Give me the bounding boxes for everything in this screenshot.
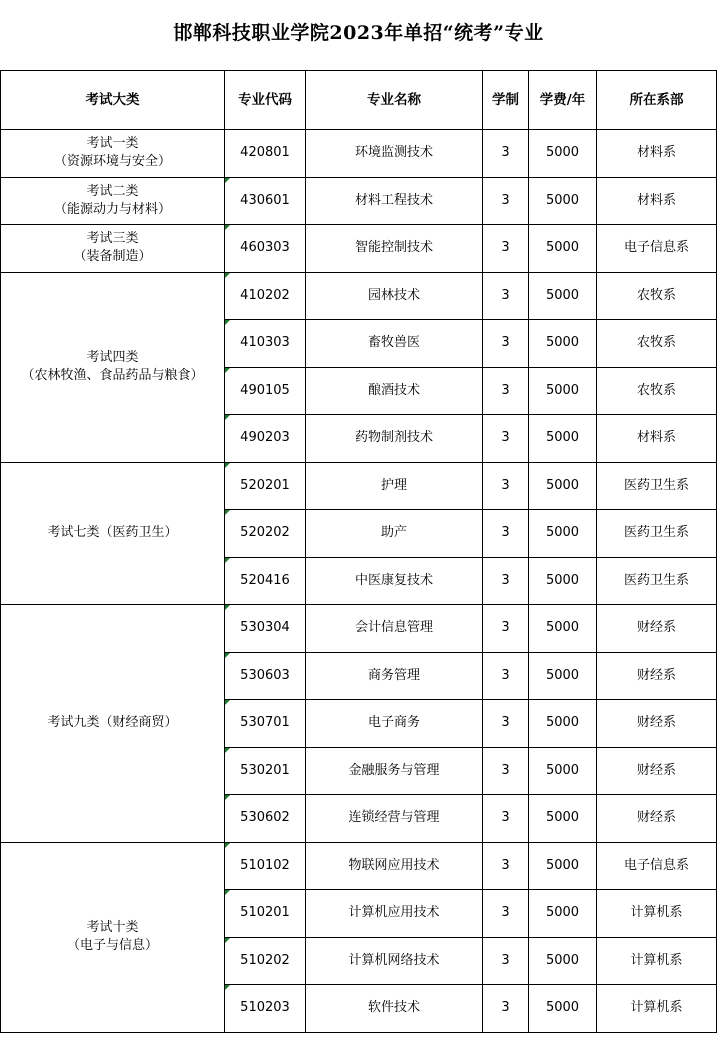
name-text: 电子商务 xyxy=(367,715,420,731)
code-text: 530603 xyxy=(240,667,290,683)
code-cell xyxy=(225,272,306,320)
years-text: 3 xyxy=(501,525,510,541)
dept-text: 计算机系 xyxy=(630,952,683,968)
dept-text: 电子信息系 xyxy=(623,857,689,873)
dept-text: 材料系 xyxy=(636,430,676,446)
code-cell xyxy=(225,937,306,985)
name-text: 园林技术 xyxy=(367,287,420,303)
fee-cell xyxy=(529,842,597,890)
years-text: 3 xyxy=(501,620,510,636)
dept-text: 农牧系 xyxy=(636,287,676,303)
code-text: 520202 xyxy=(240,525,290,541)
fee-text: 5000 xyxy=(545,287,580,303)
name-text: 材料工程技术 xyxy=(354,192,433,208)
name-cell xyxy=(306,462,483,510)
code-text: 420801 xyxy=(240,145,290,161)
category-line: 考试四类 xyxy=(86,350,139,365)
code-text: 520416 xyxy=(240,572,290,588)
dept-cell xyxy=(597,700,717,748)
fee-text: 5000 xyxy=(545,715,580,731)
header-row xyxy=(1,71,717,130)
fee-cell xyxy=(529,367,597,415)
category-line: 考试一类 xyxy=(86,136,139,152)
page-title: 邯郸科技职业学院2023年单招“统考”专业 xyxy=(173,22,544,44)
fee-cell xyxy=(529,937,597,985)
years-text: 3 xyxy=(501,715,510,731)
years-cell xyxy=(483,320,529,368)
code-text: 530701 xyxy=(240,715,290,731)
category-line: 考试九类（财经商贸） xyxy=(47,715,178,731)
majors-table xyxy=(0,70,717,1033)
text-number-indicator-icon xyxy=(225,320,230,325)
code-cell xyxy=(225,177,306,225)
code-text: 410303 xyxy=(240,335,290,351)
text-number-indicator-icon xyxy=(225,653,230,658)
name-cell xyxy=(306,510,483,558)
code-text: 510102 xyxy=(240,857,290,873)
name-text: 畜牧兽医 xyxy=(367,335,420,351)
fee-text: 5000 xyxy=(545,477,580,493)
years-cell xyxy=(483,557,529,605)
header-fee: 学费/年 xyxy=(529,71,597,130)
name-cell xyxy=(306,225,483,273)
code-cell xyxy=(225,652,306,700)
fee-cell xyxy=(529,225,597,273)
text-number-indicator-icon xyxy=(225,225,230,230)
years-cell xyxy=(483,272,529,320)
code-text: 490203 xyxy=(240,430,290,446)
name-cell xyxy=(306,320,483,368)
years-cell xyxy=(483,130,529,178)
text-number-indicator-icon xyxy=(225,415,230,420)
dept-text: 财经系 xyxy=(636,620,676,636)
name-cell xyxy=(306,415,483,463)
dept-cell xyxy=(597,557,717,605)
name-text: 酿酒技术 xyxy=(367,382,420,398)
dept-cell xyxy=(597,272,717,320)
code-cell xyxy=(225,890,306,938)
table-row xyxy=(1,842,717,890)
code-cell xyxy=(225,842,306,890)
code-text: 510203 xyxy=(240,1000,290,1016)
name-cell xyxy=(306,890,483,938)
fee-text: 5000 xyxy=(545,192,580,208)
years-text: 3 xyxy=(501,335,510,351)
name-text: 会计信息管理 xyxy=(354,620,433,636)
table-row xyxy=(1,272,717,320)
text-number-indicator-icon xyxy=(225,985,230,990)
name-cell xyxy=(306,795,483,843)
name-text: 软件技术 xyxy=(367,1000,420,1016)
code-text: 410202 xyxy=(240,287,290,303)
fee-cell xyxy=(529,605,597,653)
dept-cell xyxy=(597,510,717,558)
years-text: 3 xyxy=(501,430,510,446)
fee-cell xyxy=(529,557,597,605)
years-cell xyxy=(483,177,529,225)
name-text: 中医康复技术 xyxy=(354,572,433,588)
fee-cell xyxy=(529,985,597,1033)
dept-cell xyxy=(597,985,717,1033)
years-cell xyxy=(483,225,529,273)
fee-text: 5000 xyxy=(545,335,580,351)
name-cell xyxy=(306,605,483,653)
code-text: 530201 xyxy=(240,762,290,778)
dept-cell xyxy=(597,225,717,273)
years-text: 3 xyxy=(501,287,510,303)
name-text: 金融服务与管理 xyxy=(348,762,440,778)
name-text: 环境监测技术 xyxy=(354,145,433,161)
code-cell xyxy=(225,747,306,795)
fee-cell xyxy=(529,272,597,320)
years-cell xyxy=(483,700,529,748)
years-text: 3 xyxy=(501,952,510,968)
name-text: 助产 xyxy=(380,525,407,541)
years-cell xyxy=(483,985,529,1033)
code-text: 460303 xyxy=(240,240,290,256)
code-cell xyxy=(225,605,306,653)
dept-cell xyxy=(597,320,717,368)
header-category: 考试大类 xyxy=(1,71,225,130)
name-text: 商务管理 xyxy=(367,667,420,683)
code-text: 490105 xyxy=(240,382,290,398)
fee-cell xyxy=(529,510,597,558)
dept-text: 医药卫生系 xyxy=(623,525,689,541)
header-name: 专业名称 xyxy=(306,71,483,130)
text-number-indicator-icon xyxy=(225,890,230,895)
fee-cell xyxy=(529,795,597,843)
years-cell xyxy=(483,652,529,700)
years-text: 3 xyxy=(501,905,510,921)
category-line: 考试三类 xyxy=(86,231,139,247)
code-cell xyxy=(225,130,306,178)
dept-text: 农牧系 xyxy=(636,382,676,398)
name-cell xyxy=(306,937,483,985)
code-text: 520201 xyxy=(240,477,290,493)
dept-text: 财经系 xyxy=(636,762,676,778)
code-cell xyxy=(225,320,306,368)
fee-text: 5000 xyxy=(545,145,580,161)
text-number-indicator-icon xyxy=(225,748,230,753)
fee-cell xyxy=(529,320,597,368)
fee-text: 5000 xyxy=(545,525,580,541)
code-text: 530602 xyxy=(240,810,290,826)
years-cell xyxy=(483,842,529,890)
years-text: 3 xyxy=(501,1000,510,1016)
category-cell xyxy=(1,225,225,273)
years-text: 3 xyxy=(501,667,510,683)
code-text: 510202 xyxy=(240,952,290,968)
name-text: 物联网应用技术 xyxy=(348,857,440,873)
code-cell xyxy=(225,700,306,748)
header-years: 学制 xyxy=(483,71,529,130)
years-cell xyxy=(483,605,529,653)
name-cell xyxy=(306,177,483,225)
name-text: 药物制剂技术 xyxy=(354,430,433,446)
code-cell xyxy=(225,415,306,463)
fee-cell xyxy=(529,890,597,938)
table-row xyxy=(1,177,717,225)
name-text: 计算机应用技术 xyxy=(348,905,440,921)
dept-cell xyxy=(597,842,717,890)
years-text: 3 xyxy=(501,192,510,208)
fee-text: 5000 xyxy=(545,240,580,256)
dept-cell xyxy=(597,177,717,225)
fee-text: 5000 xyxy=(545,857,580,873)
code-text: 430601 xyxy=(240,192,290,208)
category-cell xyxy=(1,177,225,225)
dept-cell xyxy=(597,130,717,178)
text-number-indicator-icon xyxy=(225,843,230,848)
dept-cell xyxy=(597,795,717,843)
header-dept: 所在系部 xyxy=(597,71,717,130)
years-cell xyxy=(483,795,529,843)
fee-cell xyxy=(529,652,597,700)
name-cell xyxy=(306,842,483,890)
name-text: 智能控制技术 xyxy=(354,240,433,256)
dept-text: 计算机系 xyxy=(630,905,683,921)
dept-cell xyxy=(597,605,717,653)
text-number-indicator-icon xyxy=(225,510,230,515)
fee-text: 5000 xyxy=(545,905,580,921)
text-number-indicator-icon xyxy=(225,558,230,563)
name-cell xyxy=(306,652,483,700)
fee-text: 5000 xyxy=(545,952,580,968)
code-cell xyxy=(225,510,306,558)
name-cell xyxy=(306,747,483,795)
dept-text: 材料系 xyxy=(636,145,676,161)
text-number-indicator-icon xyxy=(225,938,230,943)
category-line: 考试七类（医药卫生） xyxy=(47,525,178,541)
fee-text: 5000 xyxy=(545,667,580,683)
category-line: 考试十类 xyxy=(86,920,139,935)
category-line: （能源动力与材料） xyxy=(53,201,171,217)
fee-text: 5000 xyxy=(545,430,580,446)
dept-text: 计算机系 xyxy=(630,1000,683,1016)
code-cell xyxy=(225,462,306,510)
table-row xyxy=(1,225,717,273)
text-number-indicator-icon xyxy=(225,273,230,278)
dept-cell xyxy=(597,462,717,510)
code-cell xyxy=(225,557,306,605)
dept-cell xyxy=(597,415,717,463)
table-row xyxy=(1,130,717,178)
category-line: （资源环境与安全） xyxy=(53,154,171,170)
name-text: 计算机网络技术 xyxy=(348,952,440,968)
header-code: 专业代码 xyxy=(225,71,306,130)
dept-text: 电子信息系 xyxy=(623,240,689,256)
dept-text: 财经系 xyxy=(636,667,676,683)
category-cell xyxy=(1,130,225,178)
category-cell xyxy=(1,842,225,1032)
code-text: 530304 xyxy=(240,620,290,636)
dept-text: 财经系 xyxy=(636,715,676,731)
dept-cell xyxy=(597,747,717,795)
name-cell xyxy=(306,272,483,320)
name-cell xyxy=(306,557,483,605)
name-text: 护理 xyxy=(380,477,407,493)
name-cell xyxy=(306,130,483,178)
years-text: 3 xyxy=(501,857,510,873)
dept-text: 农牧系 xyxy=(636,335,676,351)
fee-cell xyxy=(529,700,597,748)
fee-cell xyxy=(529,415,597,463)
code-cell xyxy=(225,225,306,273)
years-cell xyxy=(483,747,529,795)
years-text: 3 xyxy=(501,810,510,826)
text-number-indicator-icon xyxy=(225,368,230,373)
table-row xyxy=(1,605,717,653)
category-line: （电子与信息） xyxy=(66,938,158,953)
dept-cell xyxy=(597,652,717,700)
dept-text: 财经系 xyxy=(636,810,676,826)
code-cell xyxy=(225,367,306,415)
text-number-indicator-icon xyxy=(225,700,230,705)
dept-text: 医药卫生系 xyxy=(623,572,689,588)
dept-cell xyxy=(597,367,717,415)
dept-cell xyxy=(597,937,717,985)
category-line: （农林牧渔、食品药品与粮食） xyxy=(21,368,204,383)
name-text: 连锁经营与管理 xyxy=(348,810,440,826)
category-cell xyxy=(1,605,225,843)
years-text: 3 xyxy=(501,382,510,398)
years-text: 3 xyxy=(501,762,510,778)
fee-text: 5000 xyxy=(545,620,580,636)
text-number-indicator-icon xyxy=(225,605,230,610)
category-cell xyxy=(1,462,225,605)
dept-text: 医药卫生系 xyxy=(623,477,689,493)
years-cell xyxy=(483,367,529,415)
code-text: 510201 xyxy=(240,905,290,921)
years-text: 3 xyxy=(501,477,510,493)
years-text: 3 xyxy=(501,240,510,256)
table-row xyxy=(1,462,717,510)
fee-text: 5000 xyxy=(545,810,580,826)
dept-cell xyxy=(597,890,717,938)
years-cell xyxy=(483,890,529,938)
name-cell xyxy=(306,985,483,1033)
code-cell xyxy=(225,985,306,1033)
name-cell xyxy=(306,367,483,415)
fee-text: 5000 xyxy=(545,572,580,588)
fee-text: 5000 xyxy=(545,762,580,778)
years-cell xyxy=(483,937,529,985)
text-number-indicator-icon xyxy=(225,178,230,183)
category-line: 考试二类 xyxy=(86,183,139,199)
fee-text: 5000 xyxy=(545,382,580,398)
text-number-indicator-icon xyxy=(225,463,230,468)
dept-text: 材料系 xyxy=(636,192,676,208)
fee-text: 5000 xyxy=(545,1000,580,1016)
code-cell xyxy=(225,795,306,843)
fee-cell xyxy=(529,462,597,510)
text-number-indicator-icon xyxy=(225,795,230,800)
years-cell xyxy=(483,510,529,558)
years-cell xyxy=(483,415,529,463)
fee-cell xyxy=(529,747,597,795)
fee-cell xyxy=(529,130,597,178)
years-text: 3 xyxy=(501,145,510,161)
category-cell xyxy=(1,272,225,462)
category-line: （装备制造） xyxy=(73,249,152,265)
years-cell xyxy=(483,462,529,510)
name-cell xyxy=(306,700,483,748)
fee-cell xyxy=(529,177,597,225)
years-text: 3 xyxy=(501,572,510,588)
